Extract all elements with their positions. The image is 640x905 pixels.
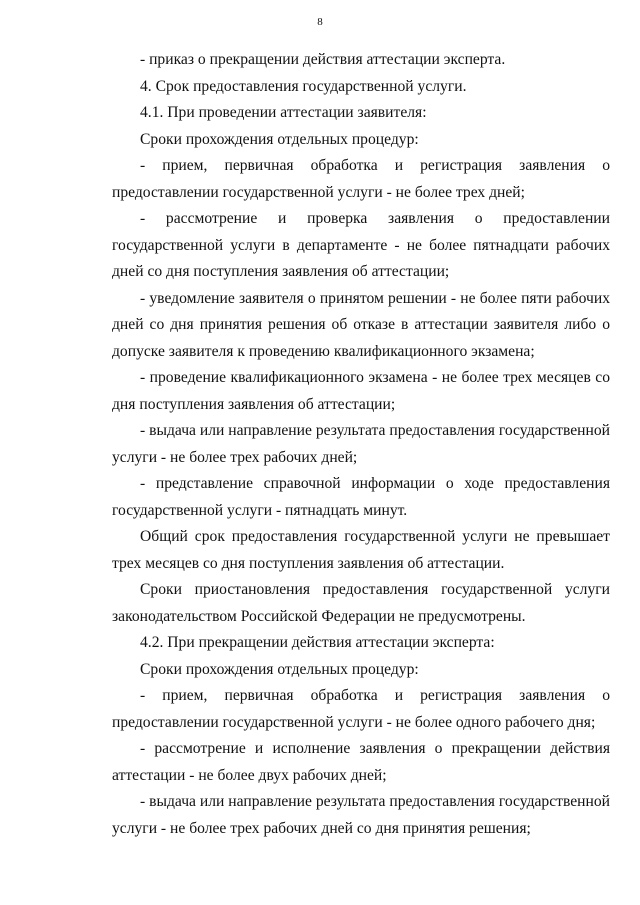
heading-section-4-2: 4.2. При прекращении действия аттестации эксперта:	[140, 634, 495, 651]
list-item-notification: - уведомление заявителя о принятом решении - не более пяти рабочих дней со дня принятия решения об отказе в аттестации заявителя либо о допуске заявителя к проведению квалификационного экзамена;	[112, 289, 610, 360]
paragraph-order-termination: - приказ о прекращении действия аттестации эксперта.	[140, 51, 506, 68]
paragraph-procedure-terms: Сроки прохождения отдельных процедур:	[140, 130, 419, 148]
list-item-exam: - проведение квалификационного экзамена - не более трех месяцев со дня поступления заявления об аттестации;	[112, 369, 610, 413]
heading-section-4-1: 4.1. При проведении аттестации заявителя:	[140, 104, 427, 121]
list-item-reference-info: - представление справочной информации о ходе предоставления государственной услуги - пятнадцать минут.	[112, 475, 610, 519]
list-item-reception: - прием, первичная обработка и регистрация заявления о предоставлении государственной услуги - не более трех дней;	[112, 157, 610, 201]
page-number: 8	[317, 16, 323, 28]
list-item-review: - рассмотрение и проверка заявления о предоставлении государственной услуги в департаменте - не более пятнадцати рабочих дней со дня поступления заявления об аттестации;	[112, 210, 610, 280]
list-item-reception-2: - прием, первичная обработка и регистрация заявления о предоставлении государственной услуги - не более одного рабочего дня;	[112, 687, 610, 731]
paragraph-total-term: Общий срок предоставления государственной услуги не превышает трех месяцев со дня поступления заявления об аттестации.	[112, 528, 610, 572]
list-item-issue-result: - выдача или направление результата предоставления государственной услуги - не более трех рабочих дней;	[112, 422, 610, 466]
heading-section-4: 4. Срок предоставления государственной услуги.	[140, 77, 467, 95]
document-body	[112, 47, 610, 842]
list-item-review-2: - рассмотрение и исполнение заявления о прекращении действия аттестации - не более двух рабочих дней;	[112, 740, 610, 784]
paragraph-procedure-terms-2: Сроки прохождения отдельных процедур:	[140, 660, 419, 678]
list-item-issue-result-2: - выдача или направление результата предоставления государственной услуги - не более трех рабочих дней со дня принятия решения;	[112, 793, 610, 837]
paragraph-suspension-terms: Сроки приостановления предоставления государственной услуги законодательством Российской Федерации не предусмотрены.	[112, 581, 610, 625]
